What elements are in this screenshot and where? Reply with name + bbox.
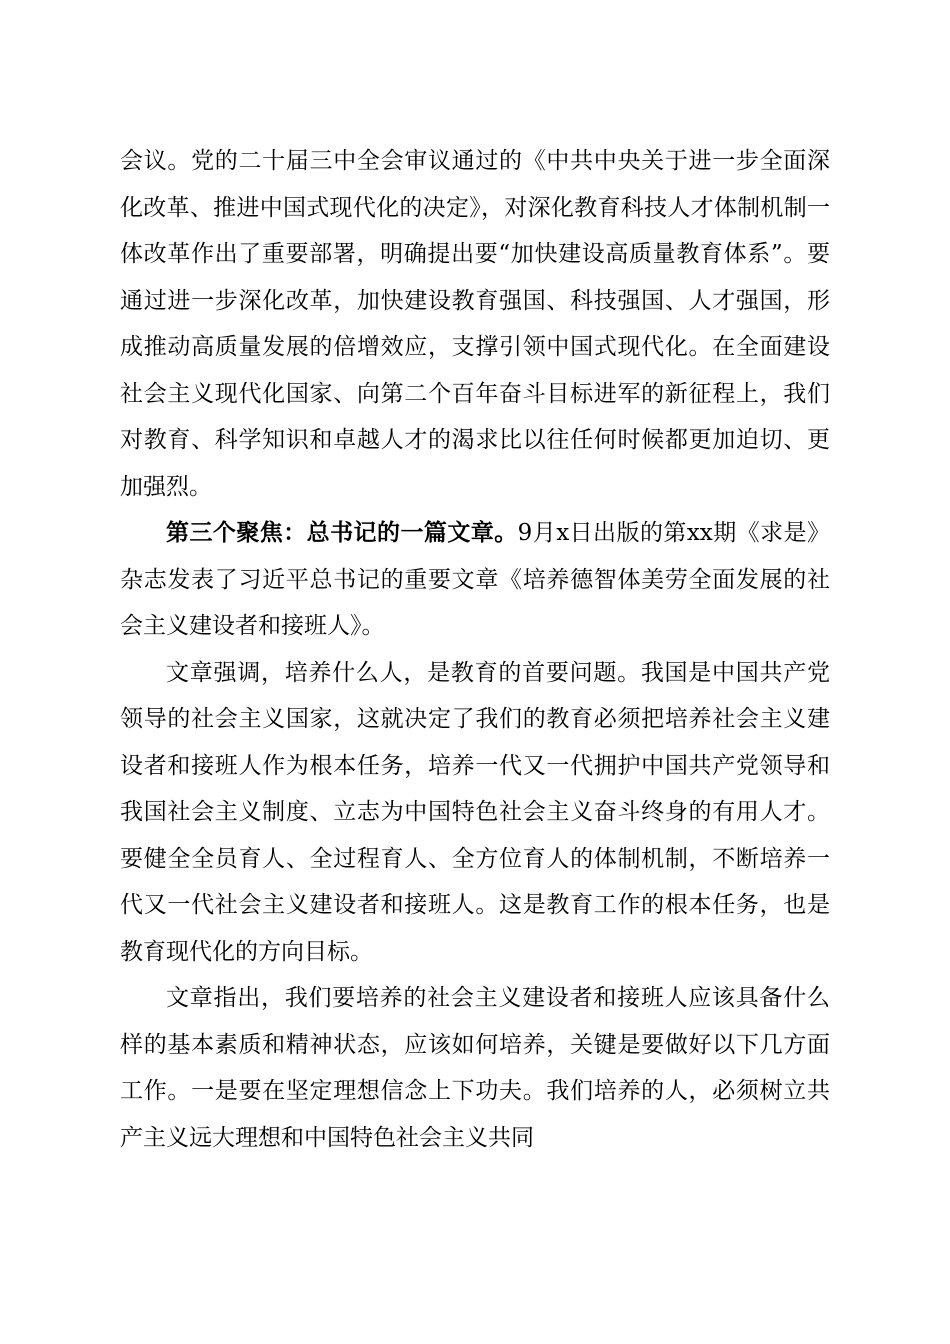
paragraph-text: 文章指出，我们要培养的社会主义建设者和接班人应该具备什么样的基本素质和精神状态，应该如何培养，关键是要做好以下几方面工作。一是要在坚定理想信念上下功夫。我们培养的人，必须树立共产主义远大理想和中国特色社会主义共同 bbox=[120, 985, 830, 1151]
document-body bbox=[120, 138, 830, 1161]
paragraph-text: 文章强调，培养什么人，是教育的首要问题。我国是中国共产党领导的社会主义国家，这就决定了我们的教育必须把培养社会主义建设者和接班人作为根本任务，培养一代又一代拥护中国共产党领导和我国社会主义制度、立志为中国特色社会主义奋斗终身的有用人才。要健全全员育人、全过程育人、全方位育人的体制机制，不断培养一代又一代社会主义建设者和接班人。这是教育工作的根本任务，也是教育现代化的方向目标。 bbox=[120, 659, 830, 965]
paragraph-text: 9月x日出版的第xx期《求是》杂志发表了习近平总书记的重要文章《培养德智体美劳全面发展的社会主义建设者和接班人》。 bbox=[120, 520, 831, 639]
paragraph-text: 会议。党的二十届三中全会审议通过的《中共中央关于进一步全面深化改革、推进中国式现代化的决定》，对深化教育科技人才体制机制一体改革作出了重要部署，明确提出要“加快建设高质量教育体系”。要通过进一步深化改革，加快建设教育强国、科技强国、人才强国，形成推动高质量发展的倍增效应，支撑引领中国式现代化。在全面建设社会主义现代化国家、向第二个百年奋斗目标进军的新征程上，我们对教育、科学知识和卓越人才的渴求比以往任何时候都更加迫切、更加强烈。 bbox=[120, 148, 830, 500]
paragraph-third-focus bbox=[120, 510, 830, 650]
paragraph-lead-heading: 第三个聚焦：总书记的一篇文章。 bbox=[166, 519, 518, 546]
paragraph-continuation bbox=[120, 138, 830, 510]
paragraph-article-points bbox=[120, 975, 830, 1161]
paragraph-article-emphasis bbox=[120, 650, 830, 976]
